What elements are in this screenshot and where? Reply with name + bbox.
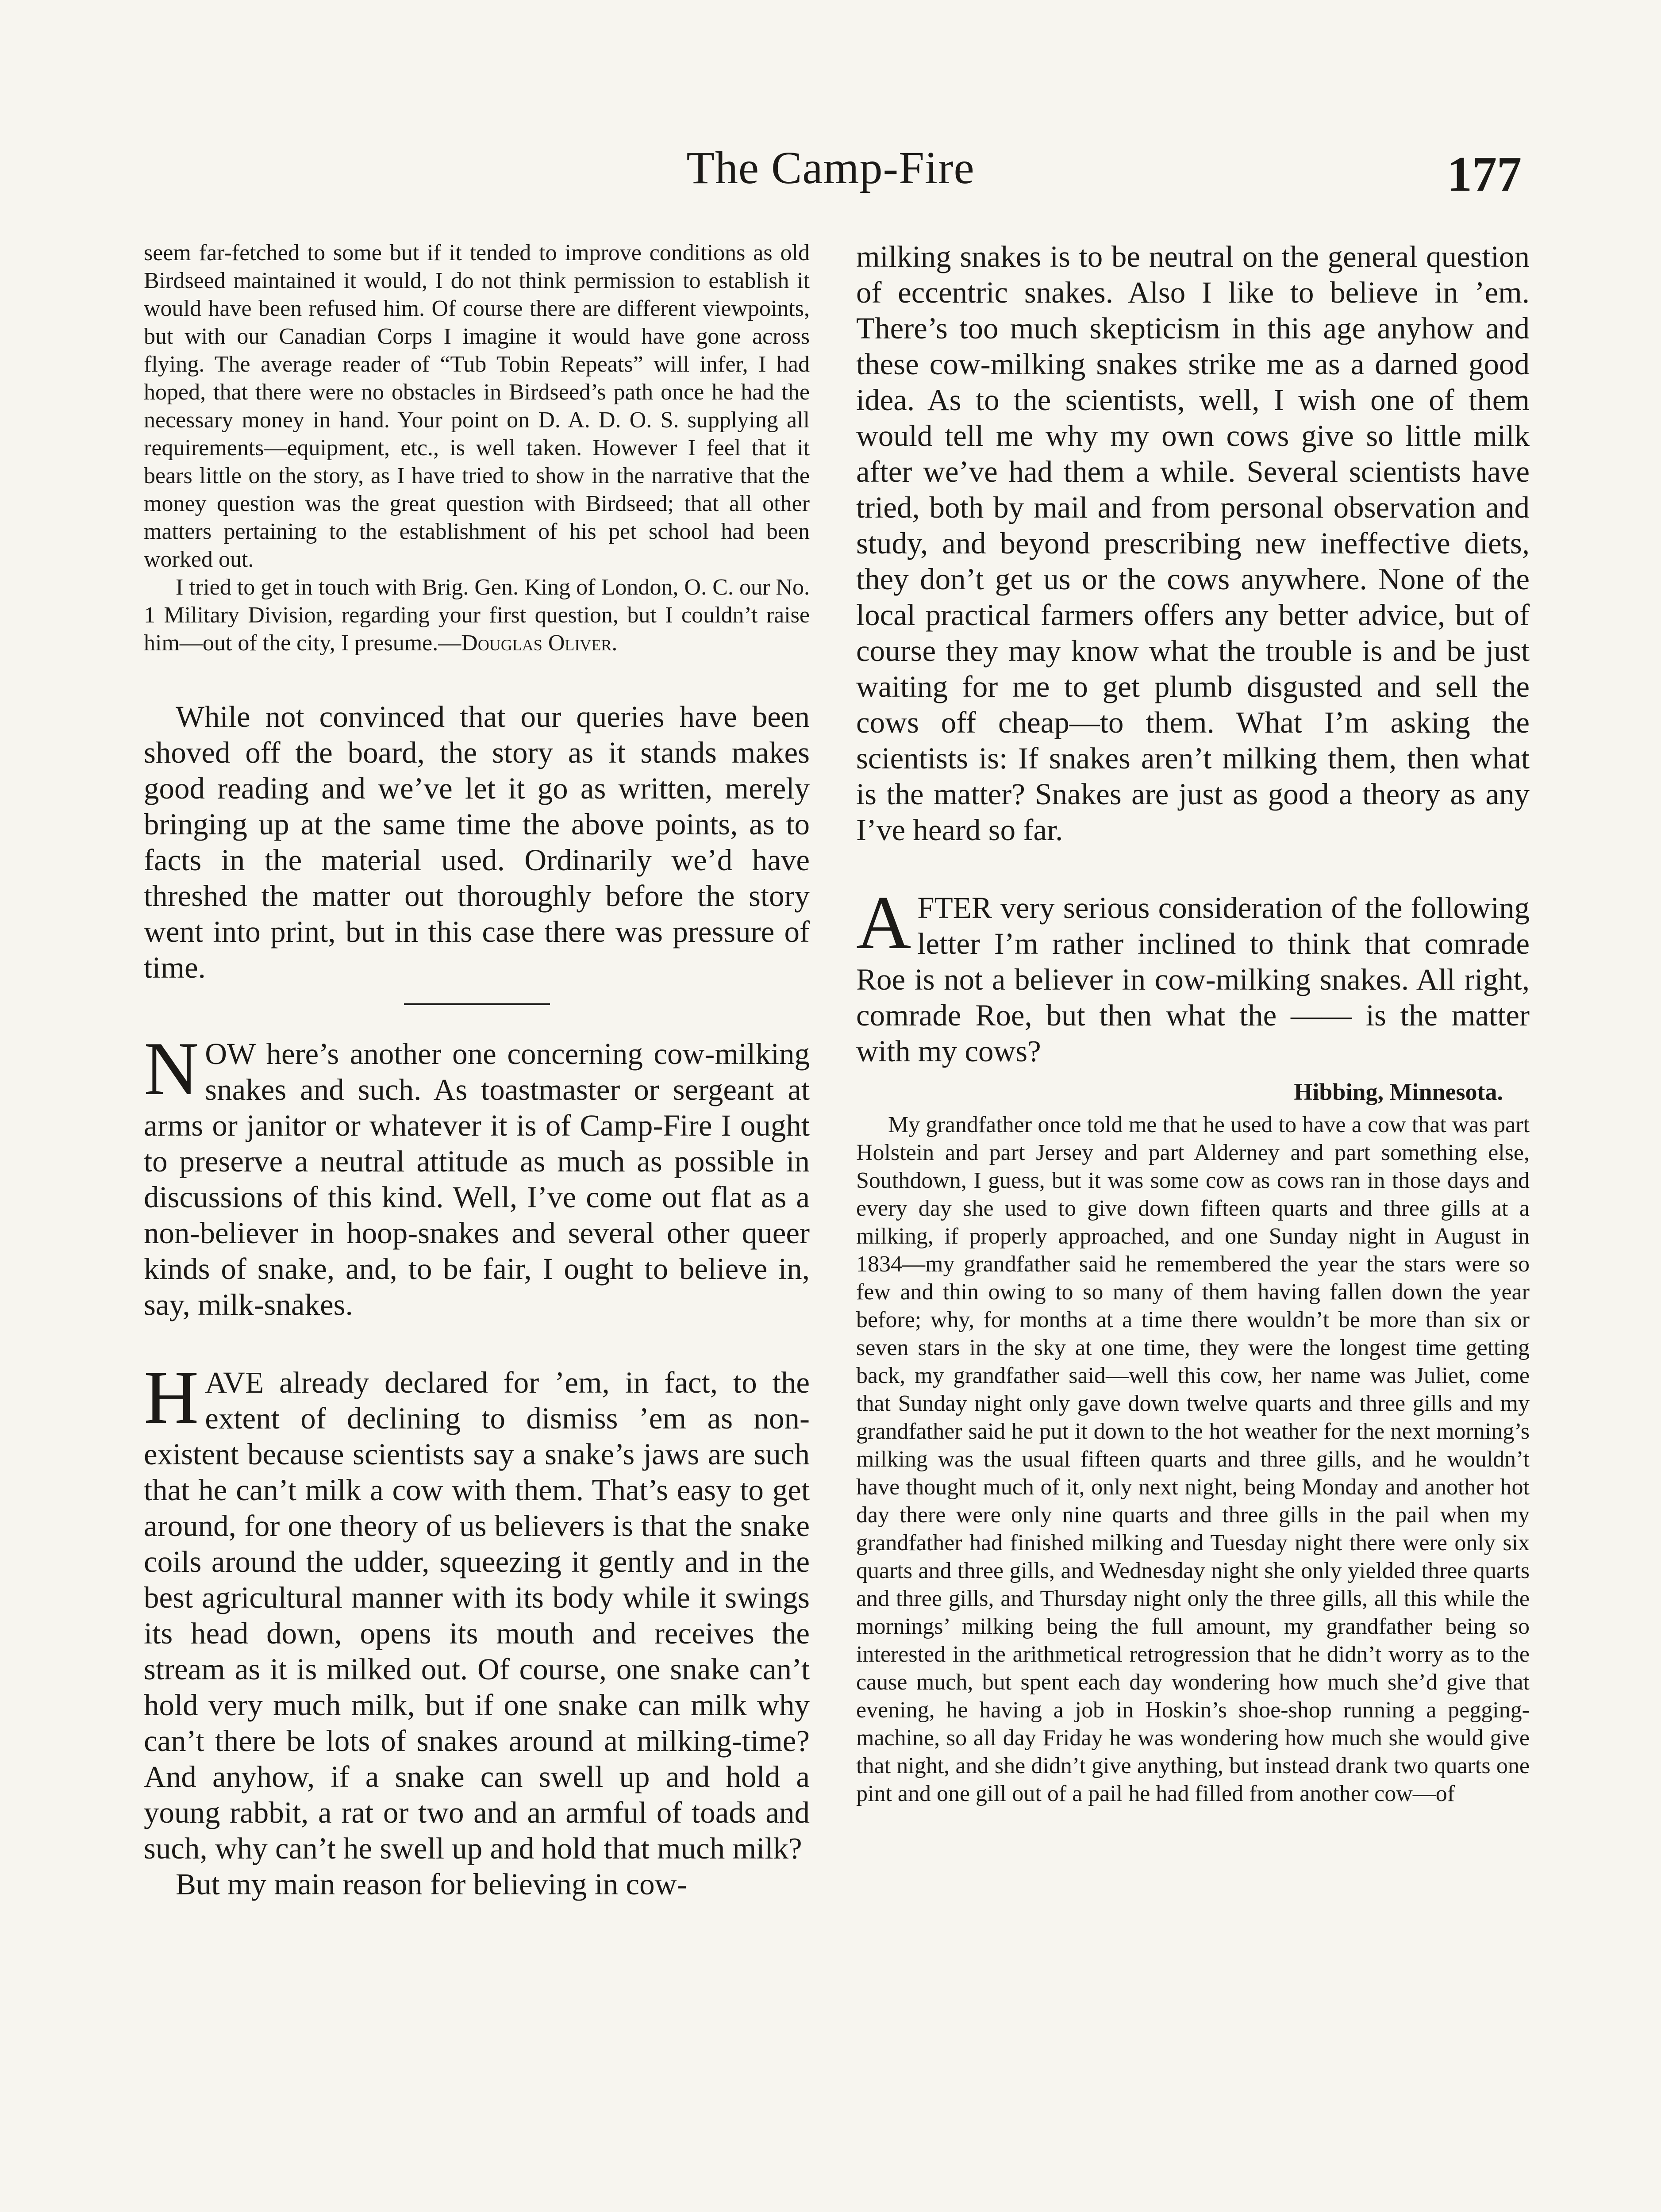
drop-cap-n: N: [144, 1027, 199, 1111]
section-divider: [404, 1003, 550, 1005]
letter-paragraph: seem far-fetched to some but if it tended to improve conditions as old Birdseed maintained it would, I do not think permission to establish it would have been refused him. Of course there are different viewpoints, but with our Canadian Corps I imagine it would have gone across flying. The average reader of “Tub Tobin Repeats” will infer, I had hoped, that there were no obstacles in Birdseed’s path once he had the necessary money in hand. Your point on D. A. D. O. S. supplying all requirements—equipment, etc., is well taken. However I feel that it bears little on the story, as I have tried to show in the narrative that the money question was the great question with Birdseed; that all other matters pertaining to the establishment of his pet school had been worked out.: [144, 240, 810, 572]
but-paragraph: But my main reason for believing in cow-: [176, 1867, 687, 1901]
drop-cap-h: H: [144, 1356, 199, 1440]
page-number: 177: [1447, 147, 1522, 202]
signature: Douglas Oliver.: [461, 630, 618, 656]
continued-paragraph: milking snakes is to be neutral on the general question of eccentric snakes. Also I like to believe in ’em. There’s too much skepticism in this age anyhow and these cow-milking snakes strike me as a darned good idea. As to the scientists, well, I wish one of them would tell me why my own cows give so little milk after we’ve had them a while. Several scientists have tried, both by mail and from personal observation and study, and beyond prescribing new ineffective diets, they don’t get us or the cows anywhere. None of the local practical farmers offers any better advice, but of course they may know what the trouble is and be just waiting for me to get plumb disgusted and sell the cows off cheap—to them. What I’m asking the scientists is: If snakes aren’t milking them, then what is the matter? Snakes are just as good a theory as any I’ve heard so far.: [856, 240, 1530, 847]
after-paragraph: [856, 881, 1530, 1069]
grandfather-letter: My grandfather once told me that he used to have a cow that was part Holstein and part Jersey and part Alderney and part something else, Southdown, I guess, but it was some cow as cows ran in those days and every day she used to give down fifteen quarts and three gills at a milking, if properly approached, and one Sunday night in August in 1834—my grandfather said he remembered the year the stars were so few and thin owing to so many of them having fallen down the year before; why, for months at a time there wouldn’t be more than six or seven stars in the sky at one time, they were the longest time getting back, my grandfather said—well this cow, her name was Juliet, come that Sunday night only gave down twelve quarts and three gills and my grandfather said he put it down to the hot weather for the next morning’s milking was the usual fifteen quarts and three gills, and he wouldn’t have thought much of it, only next night, being Monday and another hot day there were only nine quarts and three gills in the pail when my grandfather had finished milking and Tuesday night there were only six quarts and three gills, and Wednesday night she only yielded three quarts and three gills, and Thursday night only the three gills, all this while the mornings’ milking being the full amount, my grandfather being so interested in the arithmetical retrogression that he didn’t worry as to the cause much, but spent each day wondering how much she’d give that evening, he having a job in Hoskin’s shoe-shop running a pegging-machine, so all day Friday he was wondering how much she would give that night, and she didn’t give anything, but instead drank two quarts one pint and one gill out of a pail he had filled from another cow—of: [856, 1112, 1530, 1806]
now-paragraph: [144, 1027, 810, 1323]
letter-dateline: Hibbing, Minnesota.: [1294, 1079, 1503, 1105]
letter-closing-paragraph: [144, 573, 810, 657]
left-column: [144, 239, 810, 1902]
editorial-paragraph: While not convinced that our queries have been shoved off the board, the story as it stands makes good reading and we’ve let it go as written, merely bringing up at the same time the above points, as to facts in the material used. Ordinarily we’d have threshed the matter out thoroughly before the story went into print, but in this case there was pressure of time.: [144, 700, 810, 984]
running-head-title: The Camp-Fire: [686, 142, 975, 193]
now-paragraph-text: OW here’s another one concerning cow-milking snakes and such. As toastmaster or sergeant at arms or janitor or whatever it is of Camp-Fire I ought to preserve a neutral attitude as much as possible in discussions of this kind. Well, I’ve come out flat as a non-believer in hoop-snakes and several other queer kinds of snake, and, to be fair, I ought to believe in, say, milk-snakes.: [144, 1037, 810, 1321]
page-header: [0, 133, 1661, 221]
have-paragraph-text: AVE already declared for ’em, in fact, to the extent of declining to dismiss ’em as non-existent because scientists say a snake’s jaws are such that he can’t milk a cow with them. That’s easy to get around, for one theory of us believers is that the snake coils around the udder, squeezing it gently and in the best agricultural manner with its body while it swings its head down, opens its mouth and receives the stream as it is milked out. Of course, one snake can’t hold very much milk, but if one snake can milk why can’t there be lots of snakes around at milking-time? And anyhow, if a snake can swell up and hold a young rabbit, a rat or two and an armful of toads and such, why can’t he swell up and hold that much milk?: [144, 1366, 810, 1865]
after-paragraph-text: FTER very serious consideration of the following letter I’m rather inclined to think that comrade Roe is not a believer in cow-milking snakes. All right, comrade Roe, but then what the —— is the matter with my cows?: [856, 891, 1530, 1068]
right-column: [856, 239, 1530, 1808]
letter-closing-text: I tried to get in touch with Brig. Gen. King of London, O. C. our No. 1 Military Division, regarding your first question, but I couldn’t raise him—out of the city, I presume.—: [144, 575, 810, 656]
drop-cap-a: A: [856, 881, 911, 965]
have-paragraph: [144, 1356, 810, 1866]
